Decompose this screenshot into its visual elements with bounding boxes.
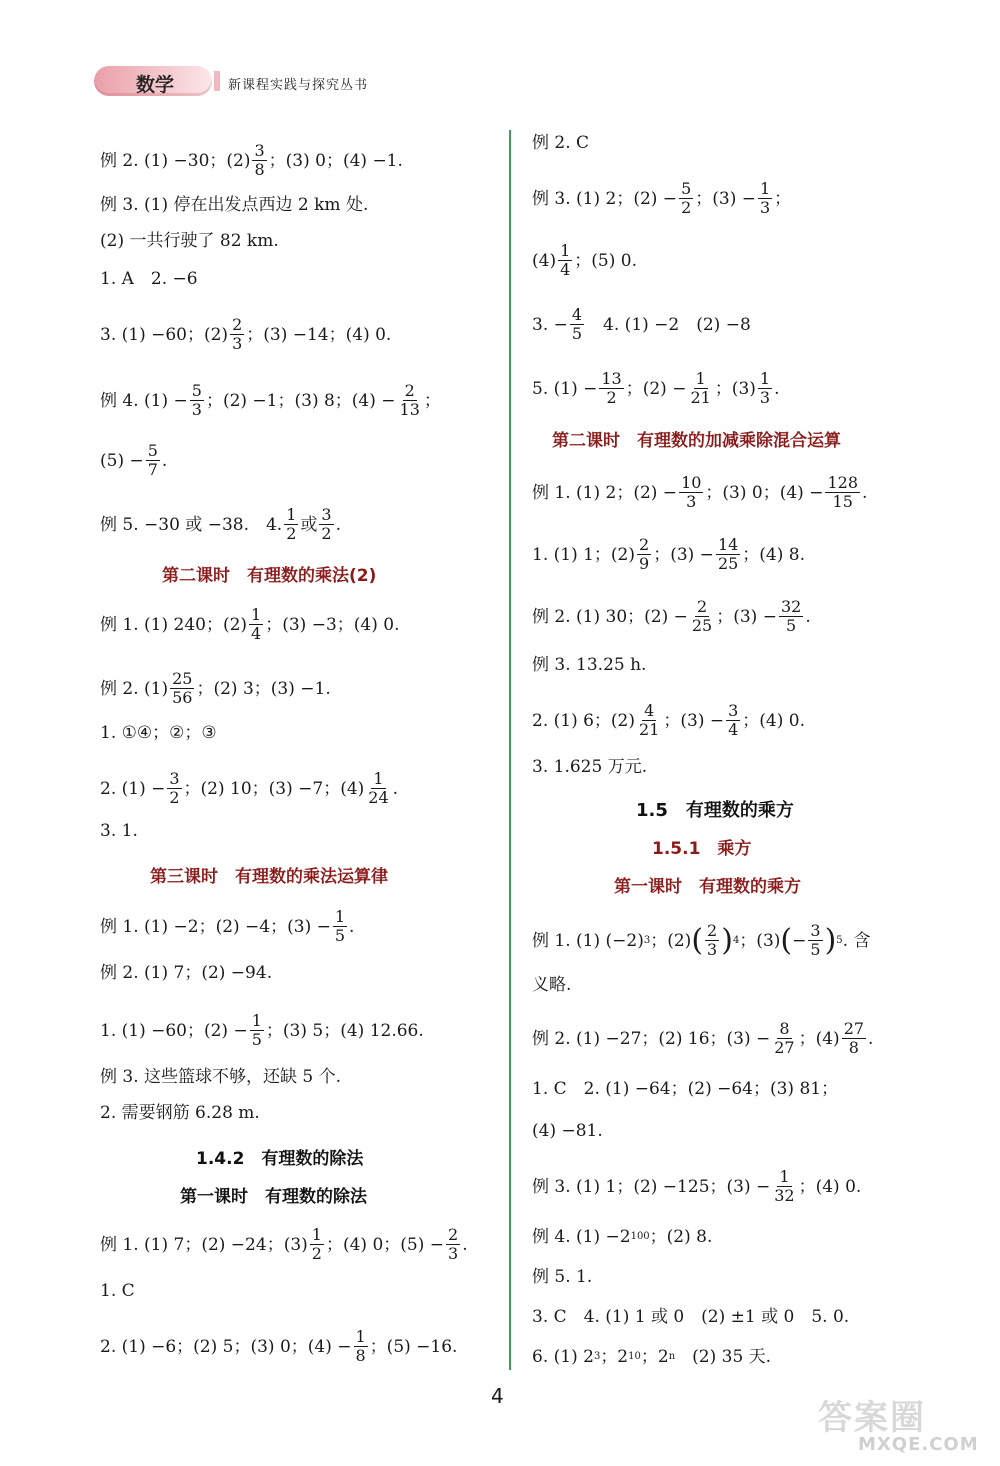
fraction: $\frac{2}{3}$ xyxy=(232,315,243,353)
fraction: $\frac{3}{2}$ xyxy=(169,769,180,807)
fraction: $\frac{1}{2}$ xyxy=(286,505,297,543)
answer-line: 例 1. (1) 2；(2) − $\frac{10}{3}$ ；(3) 0；(4) − $\frac{128}{15}$ . xyxy=(532,473,868,511)
answer-line: 例 5. −30 或 −38. 4. $\frac{1}{2}$ 或 $\frac{3}{2}$ . xyxy=(100,505,341,543)
fraction: $\frac{1}{24}$ xyxy=(368,769,389,807)
answer-line: 3. − $\frac{4}{5}$ 4. (1) −2 (2) −8 xyxy=(532,305,751,343)
fraction: $\frac{27}{8}$ xyxy=(843,1019,865,1057)
answer-line: 例 3. 这些篮球不够，还缺 5 个. xyxy=(100,1067,342,1087)
series-title: 新课程实践与探究丛书 xyxy=(228,78,369,93)
answer-line: 例 3. (1) 停在出发点西边 2 km 处. xyxy=(100,195,369,215)
answer-line: 例 5. 1. xyxy=(532,1267,593,1287)
section-heading: 第一课时 有理数的乘方 xyxy=(614,877,801,897)
answer-line: (4) −81. xyxy=(532,1121,603,1141)
answer-line: 例 4. (1) − $\frac{5}{3}$ ；(2) −1；(3) 8；(4) − $\frac{2}{13}$ ； xyxy=(100,381,441,419)
fraction: $\frac{1}{3}$ xyxy=(759,369,771,407)
fraction: $\frac{1}{2}$ xyxy=(311,1225,322,1263)
answer-line: 1. C xyxy=(100,1281,135,1301)
section-heading: 第二课时 有理数的加减乘除混合运算 xyxy=(552,431,841,451)
answer-line: 义略. xyxy=(532,975,572,995)
answer-line: (4) $\frac{1}{4}$ ；(5) 0. xyxy=(532,241,637,279)
answer-line: 2. (1) −6；(2) 5；(3) 0；(4) − $\frac{1}{8}$ ；(5) −16. xyxy=(100,1327,458,1365)
fraction: $\frac{3}{4}$ xyxy=(728,701,739,739)
fraction: $\frac{14}{25}$ xyxy=(717,535,739,573)
section-heading: 1.5 有理数的乘方 xyxy=(636,800,794,821)
answer-line: 2. (1) − $\frac{3}{2}$ ；(2) 10；(3) −7；(4) $\frac{1}{24}$ . xyxy=(100,769,399,807)
section-heading: 第一课时 有理数的除法 xyxy=(180,1187,367,1207)
fraction: $\frac{4}{5}$ xyxy=(571,305,583,343)
answer-line: 1. C 2. (1) −64；(2) −64；(3) 81； xyxy=(532,1079,839,1099)
fraction: $\frac{2}{13}$ xyxy=(399,381,420,419)
fraction: $\frac{3}{5}$ xyxy=(810,921,821,959)
page-header xyxy=(94,62,414,102)
fraction: $\frac{3}{8}$ xyxy=(254,141,265,179)
answer-line: 3. 1. xyxy=(100,821,138,841)
answer-line: 例 2. C xyxy=(532,133,590,153)
fraction: $\frac{13}{2}$ xyxy=(601,369,622,407)
answer-line: 1. (1) 1；(2) $\frac{2}{9}$ ；(3) − $\frac{14}{25}$ ；(4) 8. xyxy=(532,535,806,573)
fraction: $\frac{1}{5}$ xyxy=(334,907,346,945)
fraction: $\frac{1}{5}$ xyxy=(251,1011,262,1049)
answer-line: 例 3. (1) 2；(2) − $\frac{5}{2}$ ；(3) − $\frac{1}{3}$ ； xyxy=(532,179,792,217)
section-heading: 第二课时 有理数的乘法(2) xyxy=(162,566,377,586)
fraction: $\frac{128}{15}$ xyxy=(827,473,858,511)
answer-line: 例 3. 13.25 h. xyxy=(532,655,647,675)
subject-label: 数学 xyxy=(136,74,175,96)
fraction: $\frac{10}{3}$ xyxy=(681,473,702,511)
fraction: $\frac{1}{21}$ xyxy=(690,369,711,407)
answer-line: 5. (1) − $\frac{13}{2}$ ；(2) − $\frac{1}{21}$ ；(3) $\frac{1}{3}$ . xyxy=(532,369,780,407)
fraction: $\frac{2}{3}$ xyxy=(707,921,718,959)
answer-line: 3. (1) −60；(2) $\frac{2}{3}$ ；(3) −14；(4) 0. xyxy=(100,315,392,353)
answer-line: 例 2. (1) 30；(2) − $\frac{2}{25}$ ；(3) − $\frac{32}{5}$ . xyxy=(532,597,811,635)
fraction: $\frac{32}{5}$ xyxy=(780,597,802,635)
answer-line: 例 4. (1) −2 100 ；(2) 8. xyxy=(532,1227,713,1247)
section-heading: 1.5.1 乘方 xyxy=(652,839,752,859)
fraction: $\frac{4}{21}$ xyxy=(639,701,660,739)
answer-line: (5) − $\frac{5}{7}$ . xyxy=(100,441,168,479)
fraction: $\frac{25}{56}$ xyxy=(172,669,193,707)
section-heading: 第三课时 有理数的乘法运算律 xyxy=(150,867,388,887)
answer-line: 例 1. (1) 7；(2) −24；(3) $\frac{1}{2}$ ；(4) 0；(5) − $\frac{2}{3}$ . xyxy=(100,1225,468,1263)
page-number: 4 xyxy=(491,1384,504,1408)
badge-separator xyxy=(214,71,220,91)
answer-line: 2. 需要钢筋 6.28 m. xyxy=(100,1103,260,1123)
answer-line: 3. 1.625 万元. xyxy=(532,757,648,777)
fraction: $\frac{1}{32}$ xyxy=(774,1167,795,1205)
answer-line: 例 2. (1) −30；(2) $\frac{3}{8}$ ；(3) 0；(4) −1. xyxy=(100,141,403,179)
answer-line: 例 2. (1) $\frac{25}{56}$ ；(2) 3；(3) −1. xyxy=(100,669,331,707)
answer-line: 1. (1) −60；(2) − $\frac{1}{5}$ ；(3) 5；(4) 12.66. xyxy=(100,1011,424,1049)
answer-line: 1. ①④；②；③ xyxy=(100,723,217,743)
fraction: $\frac{8}{27}$ xyxy=(774,1019,795,1057)
fraction: $\frac{1}{4}$ xyxy=(251,605,262,643)
fraction: $\frac{2}{25}$ xyxy=(691,597,713,635)
column-divider xyxy=(509,130,511,1370)
answer-line: (2) 一共行驶了 82 km. xyxy=(100,231,279,251)
answer-line: 1. A 2. −6 xyxy=(100,269,198,289)
answer-line: 例 1. (1) −2；(2) −4；(3) − $\frac{1}{5}$ . xyxy=(100,907,355,945)
fraction: $\frac{5}{3}$ xyxy=(191,381,202,419)
fraction: $\frac{1}{8}$ xyxy=(355,1327,366,1365)
answer-line: 例 2. (1) −27；(2) 16；(3) − $\frac{8}{27}$ ；(4) $\frac{27}{8}$ . xyxy=(532,1019,874,1057)
fraction: $\frac{2}{3}$ xyxy=(448,1225,459,1263)
fraction: $\frac{1}{4}$ xyxy=(560,241,571,279)
answer-line: 2. (1) 6；(2) $\frac{4}{21}$ ；(3) − $\frac{3}{4}$ ；(4) 0. xyxy=(532,701,806,739)
fraction: $\frac{5}{7}$ xyxy=(147,441,158,479)
watermark-logo: 答案圈 MXQE.COM xyxy=(818,1398,979,1455)
answer-line: 6. (1) 2 3 ；2 10 ；2 n (2) 35 天. xyxy=(532,1347,772,1367)
answer-line: 例 1. (1) 240；(2) $\frac{1}{4}$ ；(3) −3；(4) 0. xyxy=(100,605,400,643)
section-heading: 1.4.2 有理数的除法 xyxy=(196,1149,364,1169)
answer-line: 例 1. (1) (−2) 3 ；(2) ( $\frac{2}{3}$ ) 4 ；(3) ( − $\frac{3}{5}$ ) 5 . 含 xyxy=(532,921,871,959)
answer-line: 例 2. (1) 7；(2) −94. xyxy=(100,963,273,983)
fraction: $\frac{3}{2}$ xyxy=(321,505,332,543)
fraction: $\frac{5}{2}$ xyxy=(681,179,692,217)
answer-line: 3. C 4. (1) 1 或 0 (2) ±1 或 0 5. 0. xyxy=(532,1307,850,1327)
fraction: $\frac{1}{3}$ xyxy=(759,179,771,217)
answer-line: 例 3. (1) 1；(2) −125；(3) − $\frac{1}{32}$ ；(4) 0. xyxy=(532,1167,862,1205)
fraction: $\frac{2}{9}$ xyxy=(639,535,650,573)
